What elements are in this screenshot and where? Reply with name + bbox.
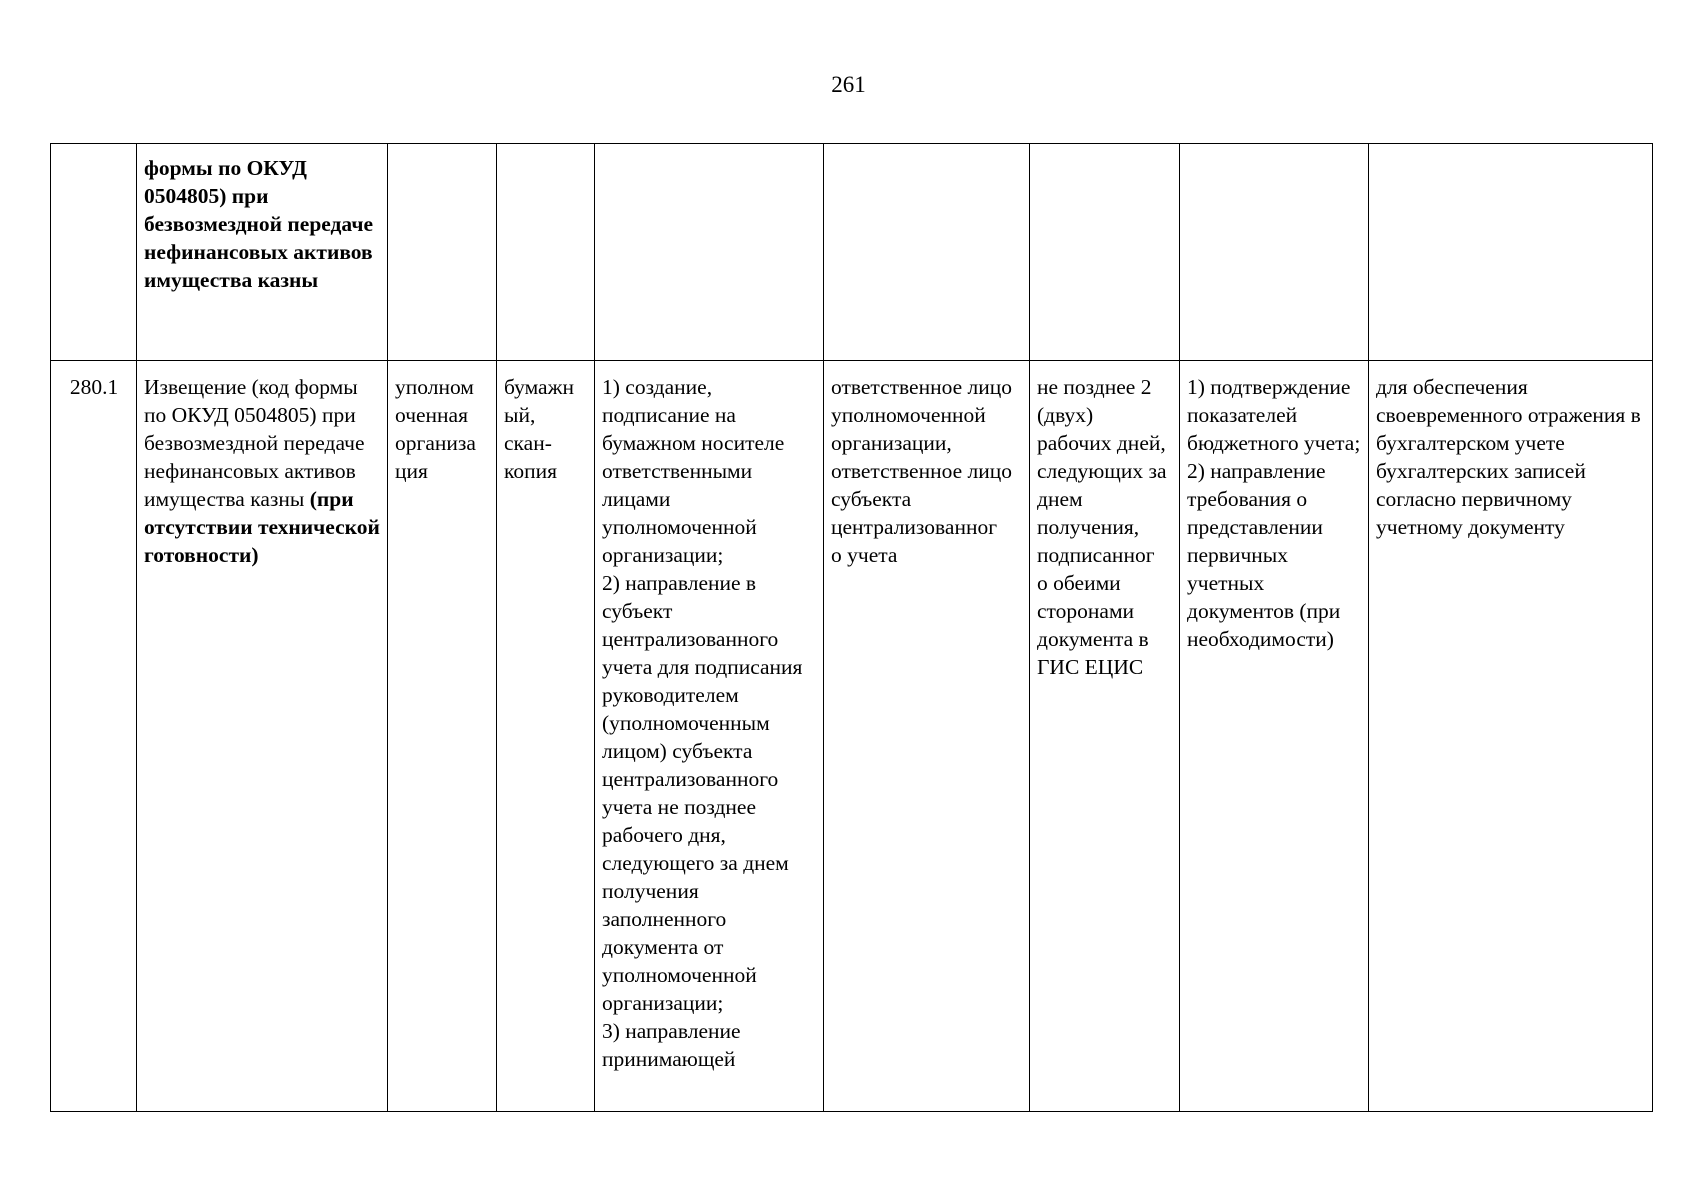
cell-processing [1180,144,1369,361]
cell-responsible [824,144,1030,361]
cell-deadline [1030,144,1180,361]
cell-document-name [137,144,388,361]
cell-purpose: для обеспечения своевременного отражения в бухгалтерском учете бухгалтерских записей согласно первичному учетному документу [1369,361,1653,1112]
cell-format: бумажн ый, скан- копия [497,361,595,1112]
cell-creator: уполном оченная организа ция [388,361,497,1112]
cell-format [497,144,595,361]
cell-purpose [1369,144,1653,361]
document-name-text: формы по ОКУД 0504805) при безвозмездной передаче нефинансовых активов имущества казны [144,156,373,292]
table-row-280-1 [51,361,1653,1112]
cell-creator [388,144,497,361]
cell-document-name [137,361,388,1112]
cell-actions [595,144,824,361]
cell-number [51,144,137,361]
cell-number [51,361,137,1112]
cell-actions: 1) создание, подписание на бумажном носителе ответственными лицами уполномоченной организации; 2) направление в субъект централизованного учета для подписания руководителем (уполномоченным лицом) субъекта централизованного учета не позднее рабочего дня, следующего за днем получения заполненного документа от уполномоченной организации; 3) направление принимающей [595,361,824,1112]
table-row-continuation [51,144,1653,361]
row-number: 280.1 [69,375,119,399]
document-name-regular: Извещение (код формы по ОКУД 0504805) при безвозмездной передаче нефинансовых активов имущества казны [144,375,365,511]
cell-processing: 1) подтверждение показателей бюджетного учета; 2) направление требования о представлении первичных учетных документов (при необходимости) [1180,361,1369,1112]
cell-responsible: ответственное лицо уполномоченной организации, ответственное лицо субъекта централизованног о учета [824,361,1030,1112]
register-table [50,143,1653,1112]
cell-deadline: не позднее 2 (двух) рабочих дней, следующих за днем получения, подписанног о обеими сторонами документа в ГИС ЕЦИС [1030,361,1180,1112]
page-number: 261 [831,72,866,97]
document-name-bold: (при отсутствии технической готовности) [144,487,380,567]
